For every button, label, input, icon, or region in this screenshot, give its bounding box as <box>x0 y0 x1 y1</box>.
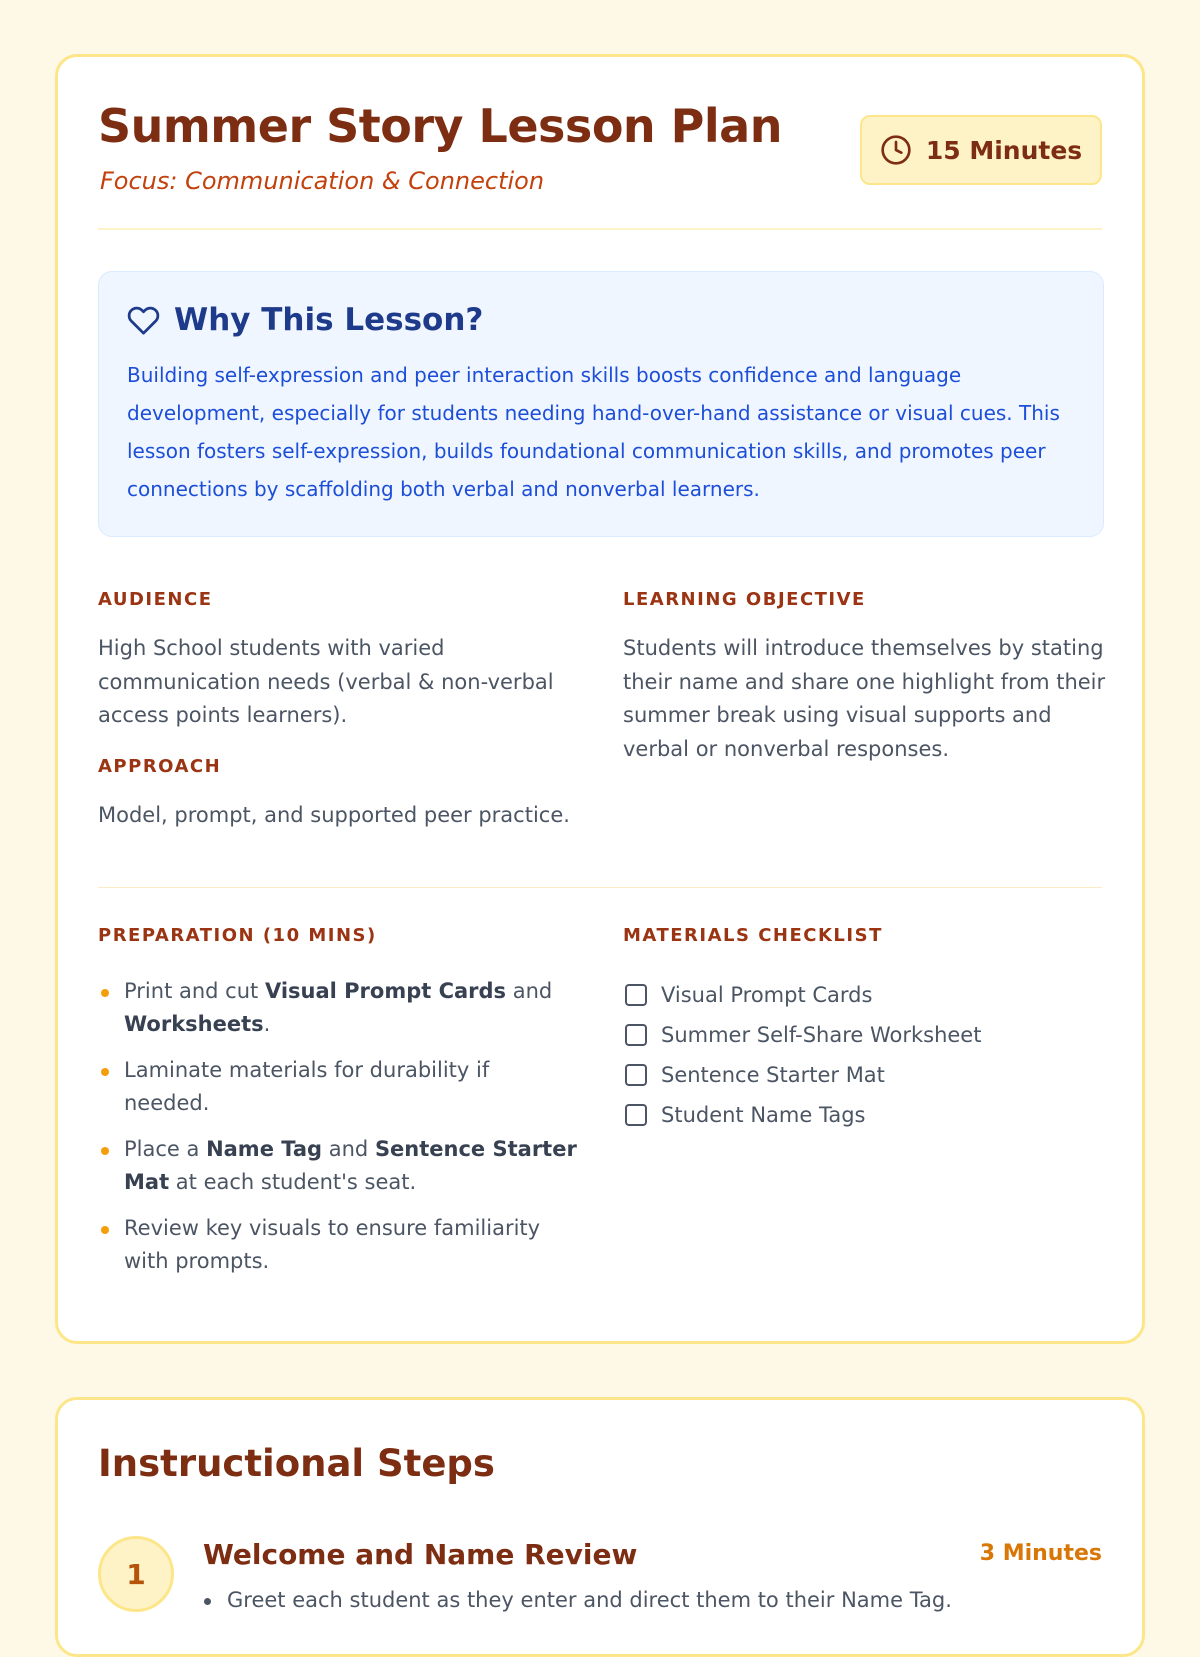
checkbox[interactable] <box>625 1104 647 1126</box>
step-duration: 3 Minutes <box>979 1541 1102 1566</box>
checklist-item-label: Summer Self-Share Worksheet <box>661 1023 982 1047</box>
checklist-item[interactable] <box>625 975 981 1015</box>
why-this-lesson-box <box>98 271 1104 537</box>
materials-checklist <box>625 975 981 1135</box>
checklist-item[interactable] <box>625 1055 981 1095</box>
heart-icon <box>127 304 160 337</box>
preparation-item: Place a Name Tag and Sentence Starter Mat at each student's seat. <box>100 1133 580 1199</box>
preparation-label: PREPARATION (10 MINS) <box>98 925 377 946</box>
checklist-item-label: Visual Prompt Cards <box>661 983 873 1007</box>
step-number-badge: 1 <box>98 1536 174 1612</box>
why-heading <box>127 302 483 338</box>
preparation-list <box>100 975 580 1291</box>
checkbox[interactable] <box>625 1024 647 1046</box>
checklist-item-label: Student Name Tags <box>661 1103 866 1127</box>
preparation-item: Laminate materials for durability if needed. <box>100 1054 580 1120</box>
duration-text: 15 Minutes <box>925 135 1083 165</box>
lesson-overview-card <box>55 54 1145 1344</box>
clock-icon <box>880 134 912 166</box>
preparation-item: Print and cut Visual Prompt Cards and Worksheets. <box>100 975 580 1041</box>
objective-label: LEARNING OBJECTIVE <box>623 589 866 610</box>
steps-title: Instructional Steps <box>98 1442 495 1485</box>
audience-label: AUDIENCE <box>98 589 213 610</box>
page-title: Summer Story Lesson Plan <box>98 99 782 153</box>
section-divider <box>98 887 1102 888</box>
checklist-item-label: Sentence Starter Mat <box>661 1063 885 1087</box>
materials-label: MATERIALS CHECKLIST <box>623 925 883 946</box>
audience-text: High School students with varied communication needs (verbal & non-verbal access points learners). <box>98 636 554 727</box>
checkbox[interactable] <box>625 1064 647 1086</box>
preparation-item: Review key visuals to ensure familiarity with prompts. <box>100 1212 580 1278</box>
approach-label: APPROACH <box>98 756 222 777</box>
instructional-steps-card <box>55 1397 1145 1657</box>
approach-text: Model, prompt, and supported peer practice. <box>98 803 570 827</box>
header-divider <box>98 228 1102 230</box>
checklist-item[interactable] <box>625 1095 981 1135</box>
why-text: Building self-expression and peer interaction skills boosts confidence and language development, especially for students needing hand-over-hand assistance or visual cues. This lesson fosters self-expression, builds foundational communication skills, and promotes peer connections by scaffolding both verbal and nonverbal learners. <box>127 363 1060 501</box>
step-bullet: Greet each student as they enter and direct them to their Name Tag. <box>203 1584 1083 1617</box>
why-heading-text: Why This Lesson? <box>174 302 484 338</box>
checkbox[interactable] <box>625 984 647 1006</box>
objective-text: Students will introduce themselves by stating their name and share one highlight from their summer break using visual supports and verbal or nonverbal responses. <box>623 636 1106 761</box>
step-title: Welcome and Name Review <box>203 1538 638 1571</box>
duration-badge <box>860 115 1102 185</box>
step-bullet-list <box>203 1584 1083 1617</box>
lesson-focus: Focus: Communication & Connection <box>100 167 545 195</box>
checklist-item[interactable] <box>625 1015 981 1055</box>
